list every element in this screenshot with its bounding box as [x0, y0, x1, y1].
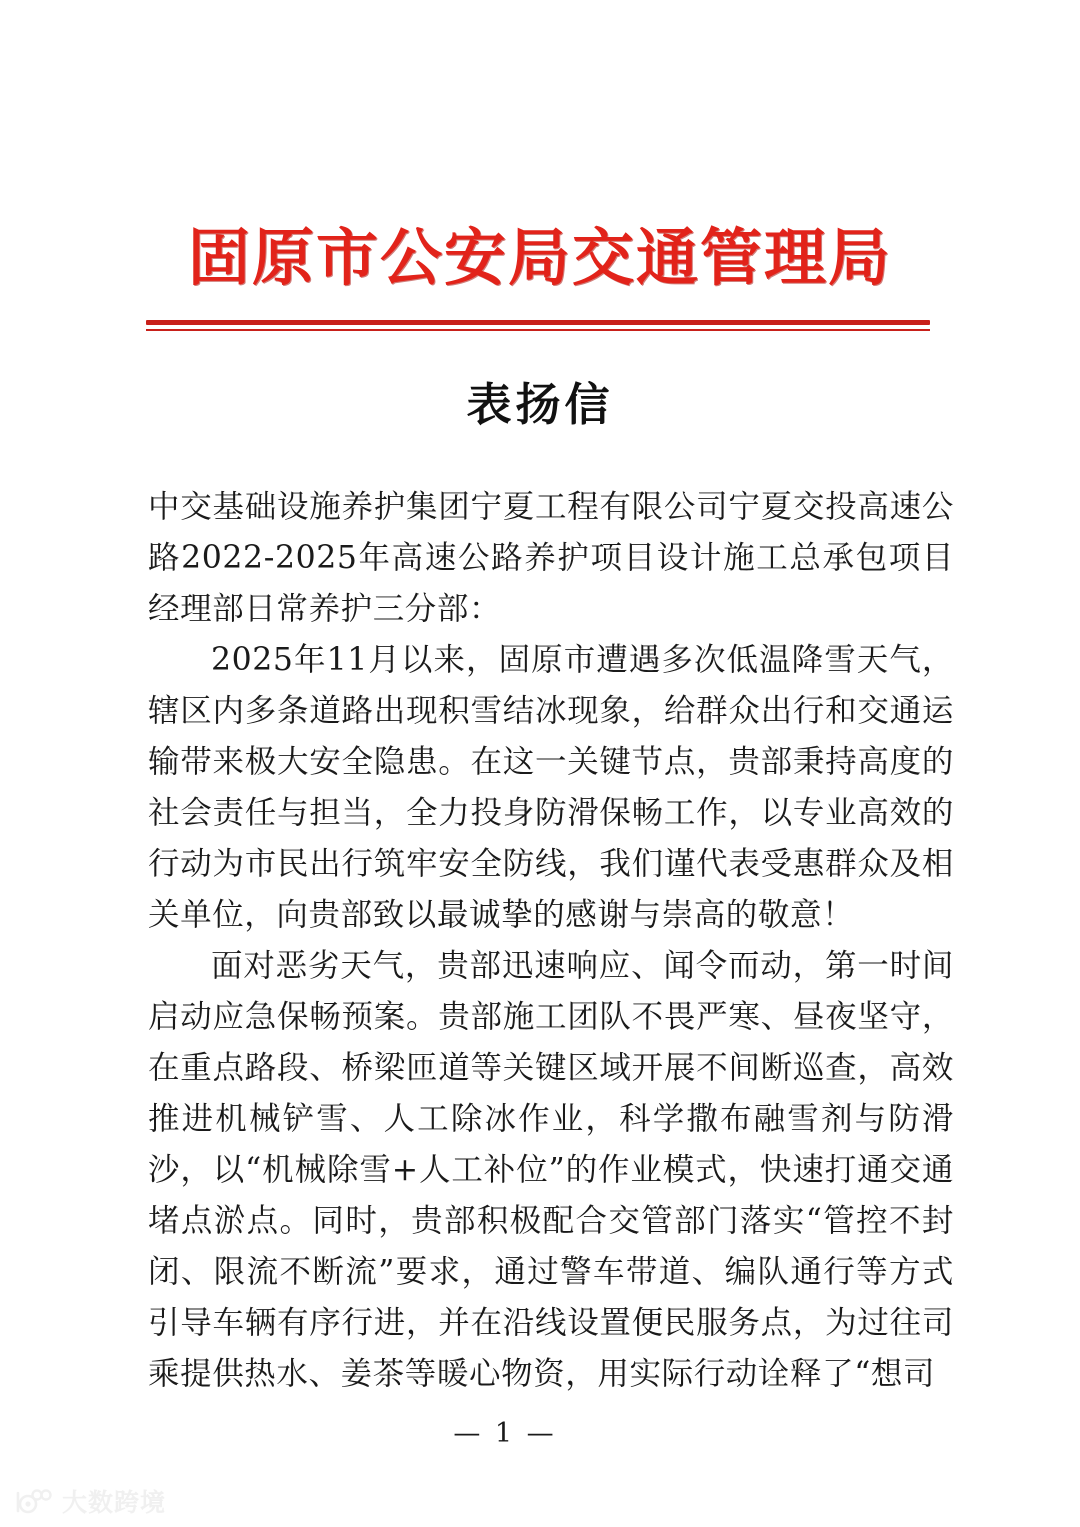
page-number: — 1 —: [453, 1418, 557, 1449]
salutation-paragraph: 中交基础设施养护集团宁夏工程有限公司宁夏交投高速公路2022-2025年高速公路养护项目设计施工总承包项目经理部日常养护三分部：: [148, 489, 954, 627]
watermark-label: 大数跨境: [62, 1487, 167, 1517]
watermark: [12, 1487, 166, 1517]
watermark-logo-icon: [12, 1487, 54, 1517]
body-paragraph-2: 面对恶劣天气，贵部迅速响应、闻令而动，第一时间启动应急保畅预案。贵部施工团队不畏严寒、昼夜坚守，在重点路段、桥梁匝道等关键区域开展不间断巡查，高效推进机械铲雪、人工除冰作业，科学撒布融雪剂与防滑沙，以“机械除雪+人工补位”的作业模式，快速打通交通堵点淤点。同时，贵部积极配合交管部门落实“管控不封闭、限流不断流”要求，通过警车带道、编队通行等方式引导车辆有序行进，并在沿线设置便民服务点，为过往司乘提供热水、姜茶等暖心物资，用实际行动诠释了“想司: [148, 948, 954, 1392]
masthead-double-rule: [146, 320, 930, 331]
document-title: 表扬信: [466, 378, 614, 431]
issuing-organization-title: 固原市公安局交通管理局: [187, 221, 892, 294]
masthead: [0, 221, 1080, 294]
masthead-rule-thin: [146, 329, 930, 331]
document-body: [148, 482, 954, 1400]
body-paragraph-1: 2025年11月以来，固原市遭遇多次低温降雪天气，辖区内多条道路出现积雪结冰现象，给群众出行和交通运输带来极大安全隐患。在这一关键节点，贵部秉持高度的社会责任与担当，全力投身防滑保畅工作，以专业高效的行动为市民出行筑牢安全防线，我们谨代表受惠群众及相关单位，向贵部致以最诚挚的感谢与崇高的敬意！: [148, 642, 954, 933]
